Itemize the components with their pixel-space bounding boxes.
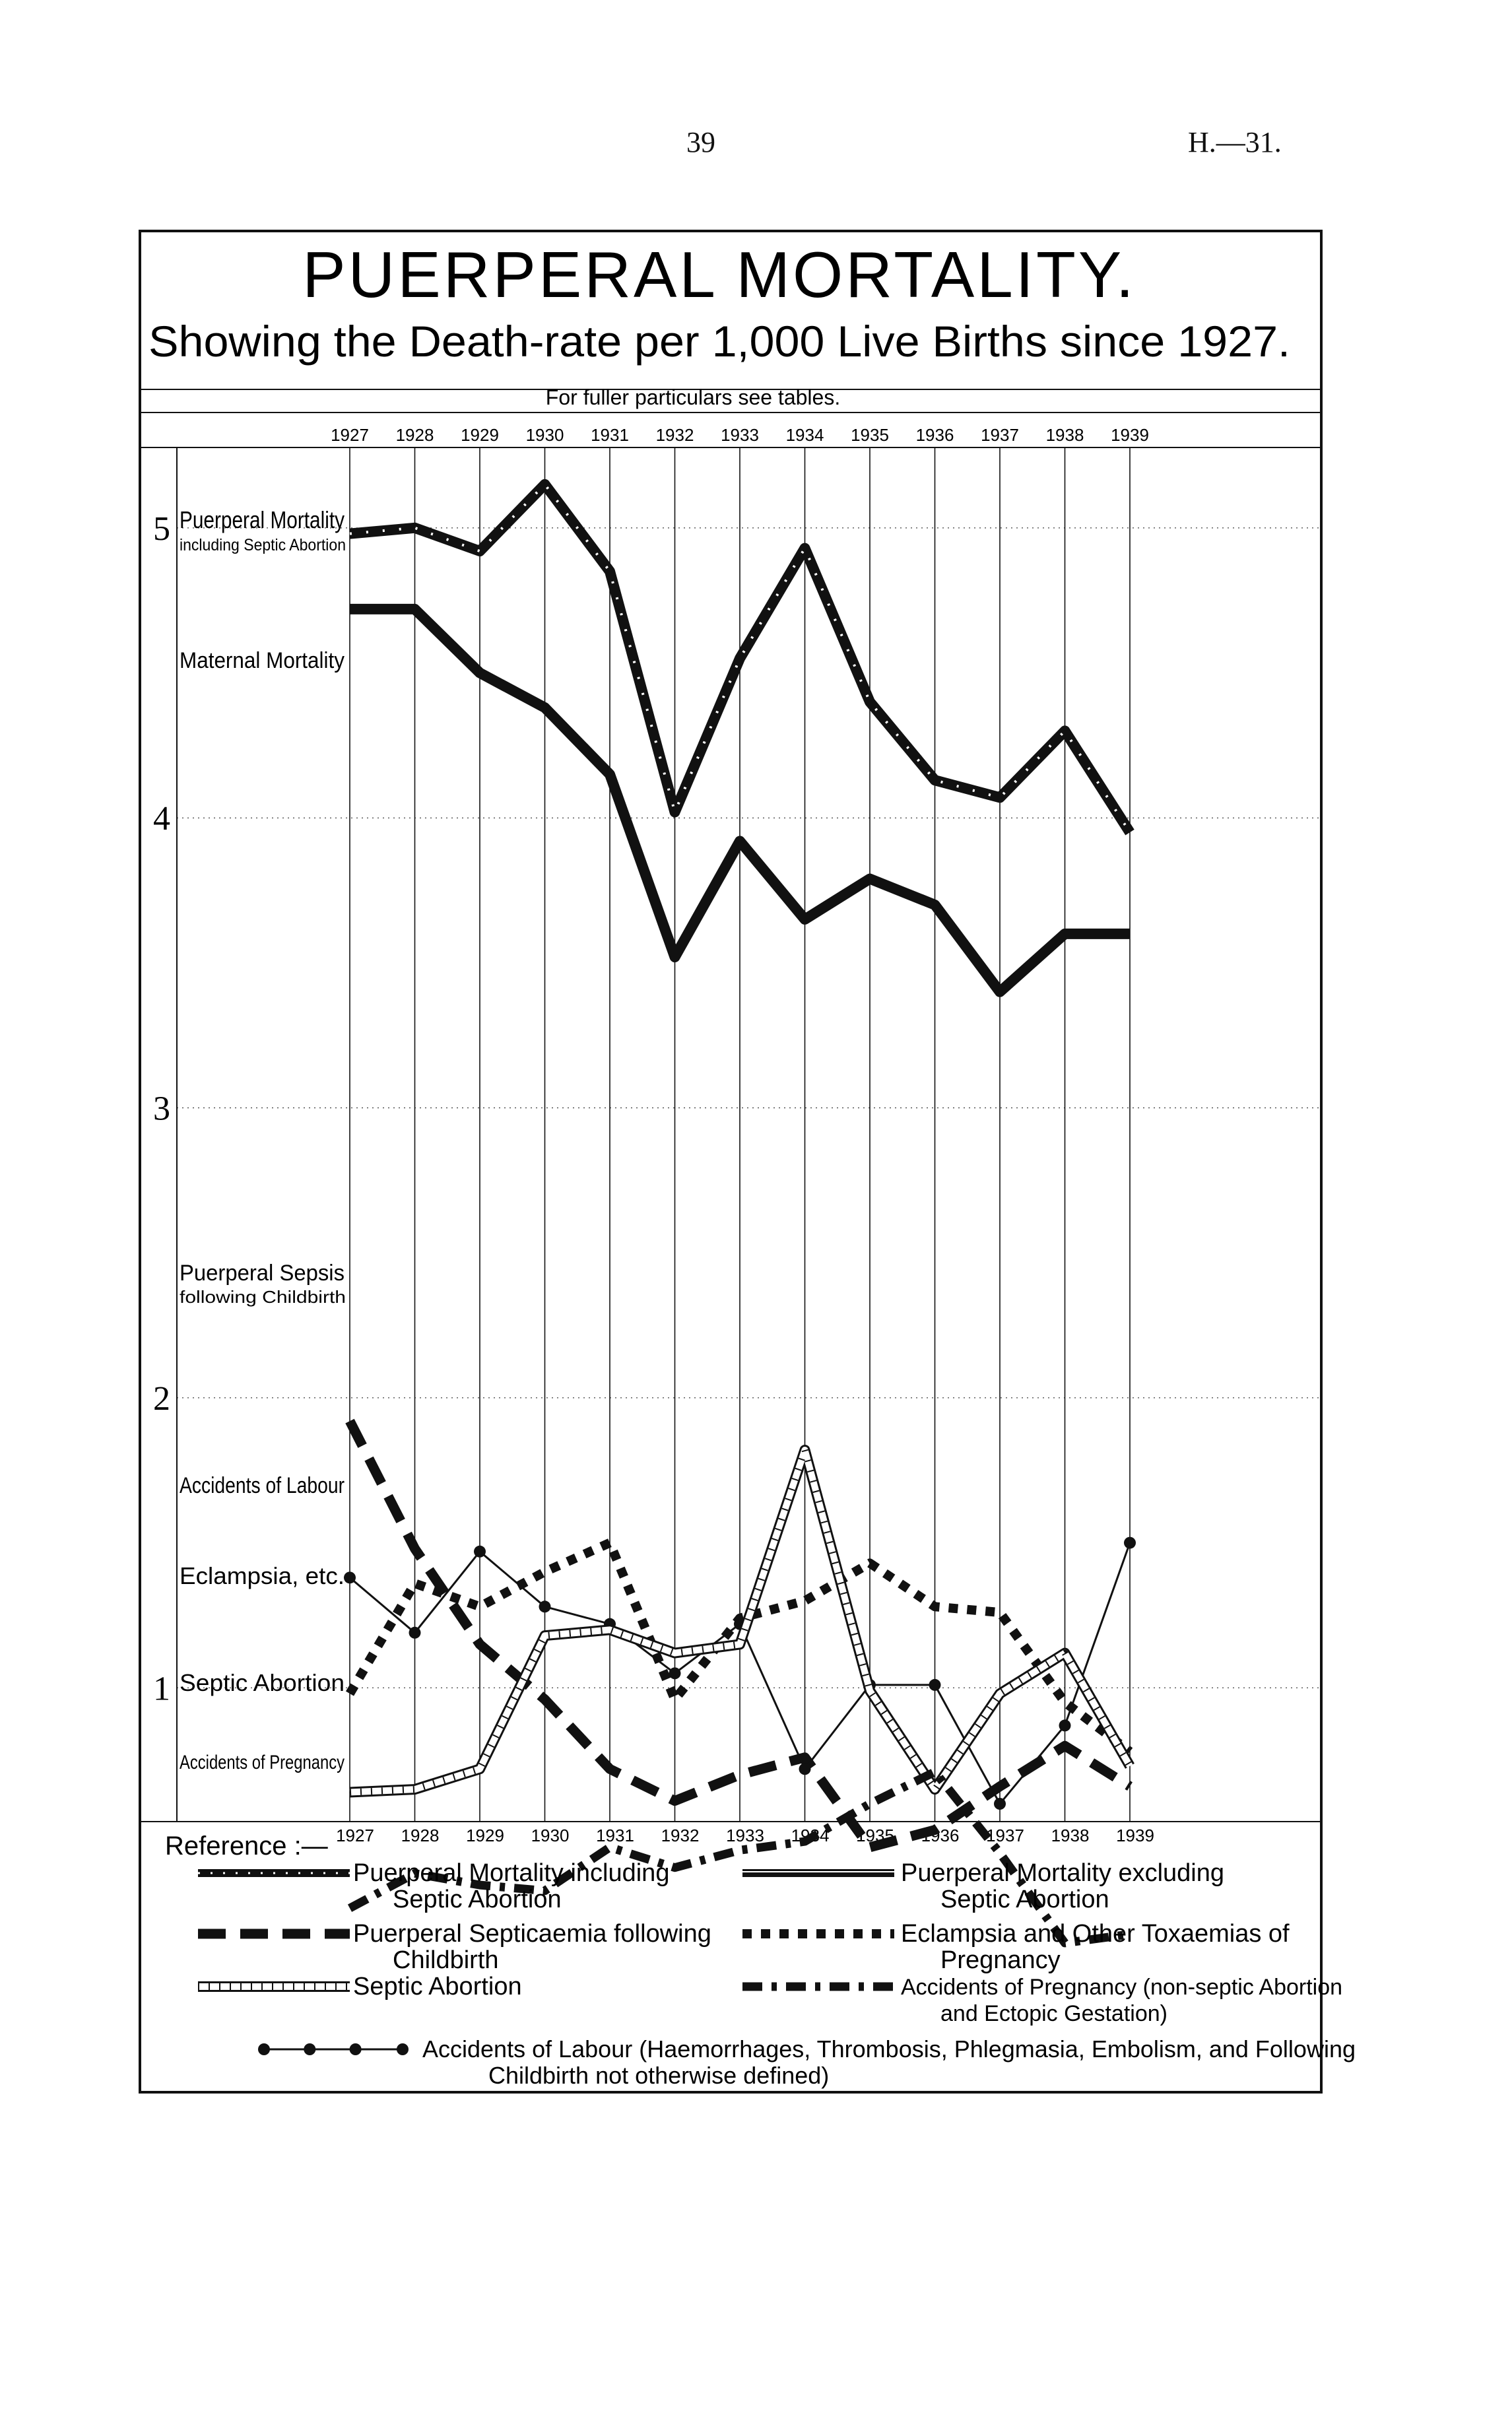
series-point-labour xyxy=(799,1763,811,1775)
x-tick-label: 1935 xyxy=(851,425,889,445)
series-label-sepsis-line2: following Childbirth xyxy=(180,1287,346,1307)
series-label-maternal: Maternal Mortality xyxy=(180,648,345,673)
legend-label-maternal-line2: Septic Abortion xyxy=(940,1886,1109,1913)
chart-subtitle: Showing the Death-rate per 1,000 Live Births since 1927. xyxy=(148,317,1290,366)
chart-note: For fuller particulars see tables. xyxy=(545,385,841,409)
series-point-labour xyxy=(929,1679,941,1691)
x-tick-label: 1931 xyxy=(591,425,629,445)
legend-title: Reference :— xyxy=(165,1832,328,1861)
legend-label-maternal: Puerperal Mortality excluding xyxy=(901,1859,1225,1887)
x-tick-label: 1938 xyxy=(1051,1826,1090,1845)
series-point-labour xyxy=(409,1627,421,1639)
legend-swatch-labour xyxy=(258,2043,409,2055)
x-tick-label: 1934 xyxy=(791,1826,830,1845)
chart-title: PUERPERAL MORTALITY. xyxy=(302,238,1136,311)
x-tick-label: 1936 xyxy=(921,1826,960,1845)
series-point-labour xyxy=(1124,1537,1136,1549)
series-point-labour xyxy=(350,2043,362,2055)
legend-label-sepsis-line2: Childbirth xyxy=(393,1946,499,1974)
x-tick-label: 1932 xyxy=(661,1826,700,1845)
x-tick-label: 1930 xyxy=(531,1826,570,1845)
legend-label-septic-abortion: Septic Abortion xyxy=(353,1973,522,2000)
x-tick-label: 1933 xyxy=(721,425,759,445)
legend-swatch-maternal xyxy=(742,1872,894,1873)
x-tick-label: 1927 xyxy=(331,425,369,445)
series-label-sepsis: Puerperal Sepsis xyxy=(180,1261,345,1286)
legend-label-pregnancy: Accidents of Pregnancy (non-septic Abortion xyxy=(901,1975,1343,2000)
x-tick-label: 1928 xyxy=(401,1826,440,1845)
x-tick-label: 1932 xyxy=(655,425,694,445)
y-tick-label: 4 xyxy=(153,800,170,838)
series-point-labour xyxy=(304,2043,315,2055)
series-point-labour xyxy=(397,2043,409,2055)
series-point-labour xyxy=(474,1546,486,1558)
x-tick-label: 1939 xyxy=(1111,425,1149,445)
y-tick-label: 3 xyxy=(153,1090,170,1128)
x-axis-labels-bottom xyxy=(336,1826,1154,1845)
x-axis-labels-top xyxy=(331,425,1149,445)
x-tick-label: 1936 xyxy=(915,425,954,445)
legend-label-sepsis: Puerperal Septicaemia following xyxy=(353,1920,711,1948)
x-tick-label: 1929 xyxy=(466,1826,504,1845)
series-label-eclampsia: Eclampsia, etc. xyxy=(180,1562,345,1589)
y-tick-label: 5 xyxy=(153,510,170,548)
legend-label-puerperal-incl-line2: Septic Abortion xyxy=(393,1886,562,1913)
page-number: 39 xyxy=(686,126,715,158)
legend-label-labour-line2: Childbirth not otherwise defined) xyxy=(488,2062,830,2089)
legend-label-eclampsia: Eclampsia and Other Toxaemias of xyxy=(901,1920,1290,1948)
x-tick-label: 1927 xyxy=(336,1826,374,1845)
legend-label-pregnancy-line2: and Ectopic Gestation) xyxy=(940,2001,1167,2026)
x-tick-label: 1934 xyxy=(785,425,824,445)
series-point-labour xyxy=(258,2043,270,2055)
x-tick-label: 1935 xyxy=(856,1826,894,1845)
x-tick-label: 1938 xyxy=(1045,425,1084,445)
x-tick-label: 1929 xyxy=(461,425,499,445)
series-label-puerperal-incl: Puerperal Mortality xyxy=(180,506,345,533)
y-axis-tick-labels xyxy=(153,510,170,1707)
x-tick-label: 1928 xyxy=(395,425,434,445)
page-code: H.—31. xyxy=(1188,126,1282,158)
x-tick-label: 1937 xyxy=(986,1826,1024,1845)
y-tick-label: 1 xyxy=(153,1670,170,1708)
series-point-labour xyxy=(1059,1719,1071,1731)
x-tick-label: 1931 xyxy=(596,1826,634,1845)
series-label-pregnancy: Accidents of Pregnancy xyxy=(180,1752,345,1773)
series-point-labour xyxy=(994,1798,1006,1810)
series-labels xyxy=(180,506,346,1773)
series-label-labour: Accidents of Labour xyxy=(180,1473,345,1498)
x-tick-label: 1939 xyxy=(1116,1826,1154,1845)
series-label-puerperal-incl-line2: including Septic Abortion xyxy=(180,536,346,554)
legend-label-labour: Accidents of Labour (Haemorrhages, Thrombosis, Phlegmasia, Embolism, and Following xyxy=(422,2035,1356,2062)
series-label-septic-abortion: Septic Abortion xyxy=(180,1669,345,1696)
legend-label-eclampsia-line2: Pregnancy xyxy=(940,1946,1061,1974)
series-point-labour xyxy=(539,1600,551,1612)
x-tick-label: 1930 xyxy=(525,425,564,445)
legend xyxy=(165,1832,1356,2089)
y-tick-label: 2 xyxy=(153,1379,170,1418)
series-point-labour xyxy=(344,1571,356,1583)
x-tick-label: 1937 xyxy=(981,425,1019,445)
x-tick-label: 1933 xyxy=(726,1826,764,1845)
legend-label-puerperal-incl: Puerperal Mortality including xyxy=(353,1859,670,1887)
